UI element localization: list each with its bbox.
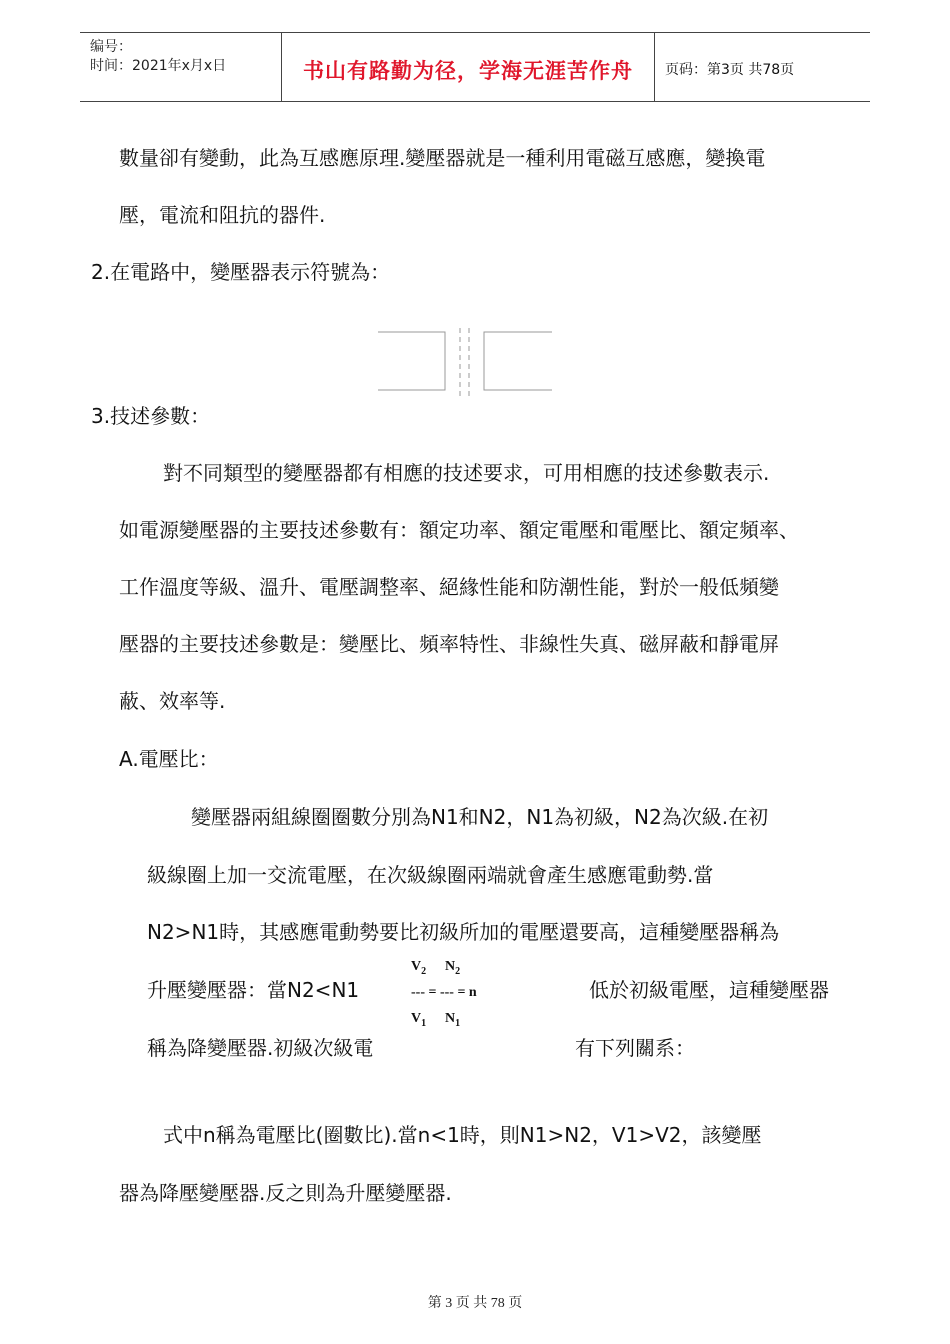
transformer-symbol-icon xyxy=(376,328,556,400)
header-motto-cell xyxy=(282,33,655,101)
paragraph-line: 蔽、效率等. xyxy=(119,689,226,713)
paragraph-line: 升壓變壓器：當N2<N1 xyxy=(147,978,360,1002)
formula-v2 xyxy=(411,959,426,977)
formula-v1 xyxy=(411,1011,426,1029)
formula-n1-subscript: 1 xyxy=(455,1017,461,1029)
formula-n1-symbol: N xyxy=(445,1011,456,1026)
formula-n2-subscript: 2 xyxy=(455,965,461,977)
paragraph-line: 器為降壓變壓器.反之則為升壓變壓器. xyxy=(119,1181,452,1205)
formula-v2-subscript: 2 xyxy=(421,965,427,977)
section-heading: 2.在電路中，變壓器表示符號為： xyxy=(91,260,391,284)
paragraph-line: 級線圈上加一交流電壓，在次級線圈兩端就會產生感應電動勢.當 xyxy=(147,863,714,887)
formula-v1-symbol: V xyxy=(411,1011,422,1026)
header-motto: 书山有路勤为径，学海无涯苦作舟 xyxy=(303,58,633,83)
paragraph-line: N2>N1時，其感應電動勢要比初級所加的電壓還要高，這種變壓器稱為 xyxy=(147,920,780,944)
section-heading: 3.技述參數： xyxy=(91,404,211,428)
paragraph-line: 式中n稱為電壓比(圈數比).當n<1時，則N1>N2，V1>V2，該變壓 xyxy=(163,1123,762,1147)
header-meta-cell xyxy=(80,33,282,101)
paragraph-line: 數量卻有變動，此為互感應原理.變壓器就是一種利用電磁互感應，變換電 xyxy=(119,146,766,170)
voltage-ratio-formula xyxy=(405,955,525,1035)
paragraph-line: 對不同類型的變壓器都有相應的技述要求，可用相應的技述參數表示. xyxy=(163,461,770,485)
subsection-heading: A.電壓比： xyxy=(119,747,219,771)
formula-fraction-line: --- = --- = n xyxy=(411,985,477,1000)
paragraph-line: 有下列關系： xyxy=(575,1036,695,1060)
paragraph-line: 稱為降變壓器.初級次級電 xyxy=(147,1036,374,1060)
paragraph-line: 如電源變壓器的主要技述參數有：額定功率、額定電壓和電壓比、額定頻率、 xyxy=(119,518,799,542)
formula-n1 xyxy=(445,1011,460,1029)
document-number-label: 编号： xyxy=(90,39,132,55)
formula-v2-symbol: V xyxy=(411,959,422,974)
paragraph-line: 低於初級電壓，這種變壓器 xyxy=(589,978,829,1002)
paragraph-line: 工作溫度等級、溫升、電壓調整率、絕緣性能和防潮性能，對於一般低頻變 xyxy=(119,575,779,599)
page-footer: 第 3 页 共 78 页 xyxy=(427,1296,523,1311)
header-page-number: 页码：第3页 共78页 xyxy=(665,62,795,78)
paragraph-line: 壓，電流和阻抗的器件. xyxy=(119,203,326,227)
formula-n2-symbol: N xyxy=(445,959,456,974)
page-header xyxy=(80,32,870,102)
paragraph-line: 變壓器兩組線圈圈數分別為N1和N2，N1為初級，N2為次級.在初 xyxy=(191,805,769,829)
document-time-label: 时间：2021年x月x日 xyxy=(90,58,227,74)
paragraph-line: 壓器的主要技述參數是：變壓比、頻率特性、非線性失真、磁屏蔽和靜電屏 xyxy=(119,632,779,656)
header-page-cell xyxy=(655,33,870,101)
formula-v1-subscript: 1 xyxy=(421,1017,427,1029)
formula-n2 xyxy=(445,959,460,977)
